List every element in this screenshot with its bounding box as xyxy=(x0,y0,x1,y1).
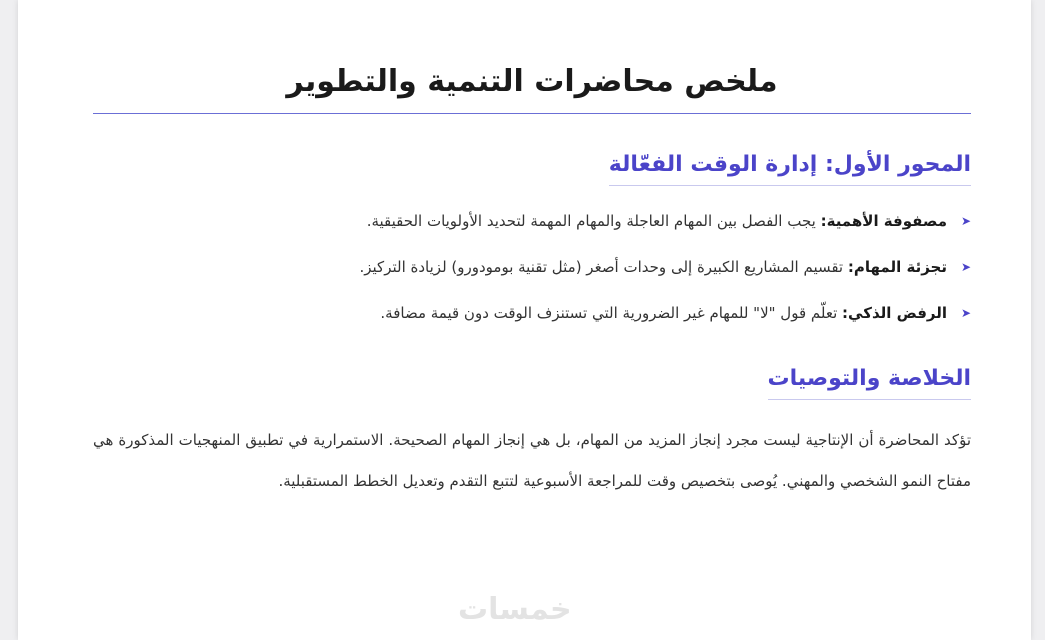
bullet-text: تعلّم قول "لا" للمهام غير الضرورية التي تستنزف الوقت دون قيمة مضافة. xyxy=(380,304,838,322)
bullet-term: تجزئة المهام: xyxy=(847,258,947,276)
arrow-bullet-icon: ➤ xyxy=(960,260,971,274)
arrow-bullet-icon: ➤ xyxy=(960,214,971,228)
bullet-term: الرفض الذكي: xyxy=(842,304,947,322)
bullet-text: تقسيم المشاريع الكبيرة إلى وحدات أصغر (مثل تقنية بومودورو) لزيادة التركيز. xyxy=(359,258,844,276)
page-title: ملخص محاضرات التنمية والتطوير xyxy=(93,64,971,114)
document-page xyxy=(18,0,1031,640)
list-item xyxy=(93,210,971,232)
arrow-bullet-icon: ➤ xyxy=(960,306,971,320)
section-heading-time-management: المحور الأول: إدارة الوقت الفعّالة xyxy=(609,152,971,186)
list-item xyxy=(93,256,971,278)
watermark-logo: خمسات xyxy=(458,592,572,627)
section-time-management xyxy=(93,152,971,324)
section-conclusion xyxy=(93,366,971,502)
section-heading-conclusion: الخلاصة والتوصيات xyxy=(768,366,971,400)
bullet-term: مصفوفة الأهمية: xyxy=(820,212,947,230)
list-item xyxy=(93,302,971,324)
conclusion-paragraph: تؤكد المحاضرة أن الإنتاجية ليست مجرد إنجاز المزيد من المهام، بل هي إنجاز المهام الصحيحة. الاستمرارية في تطبيق المنهجيات المذكورة هي مفتاح النمو الشخصي والمهني. يُوصى بتخصيص وقت للمراجعة الأسبوعية لتتبع التقدم وتعديل الخطط المستقبلية. xyxy=(93,431,971,490)
bullet-list xyxy=(93,210,971,324)
document-content xyxy=(93,0,971,640)
bullet-text: يجب الفصل بين المهام العاجلة والمهام المهمة لتحديد الأولويات الحقيقية. xyxy=(366,212,816,230)
